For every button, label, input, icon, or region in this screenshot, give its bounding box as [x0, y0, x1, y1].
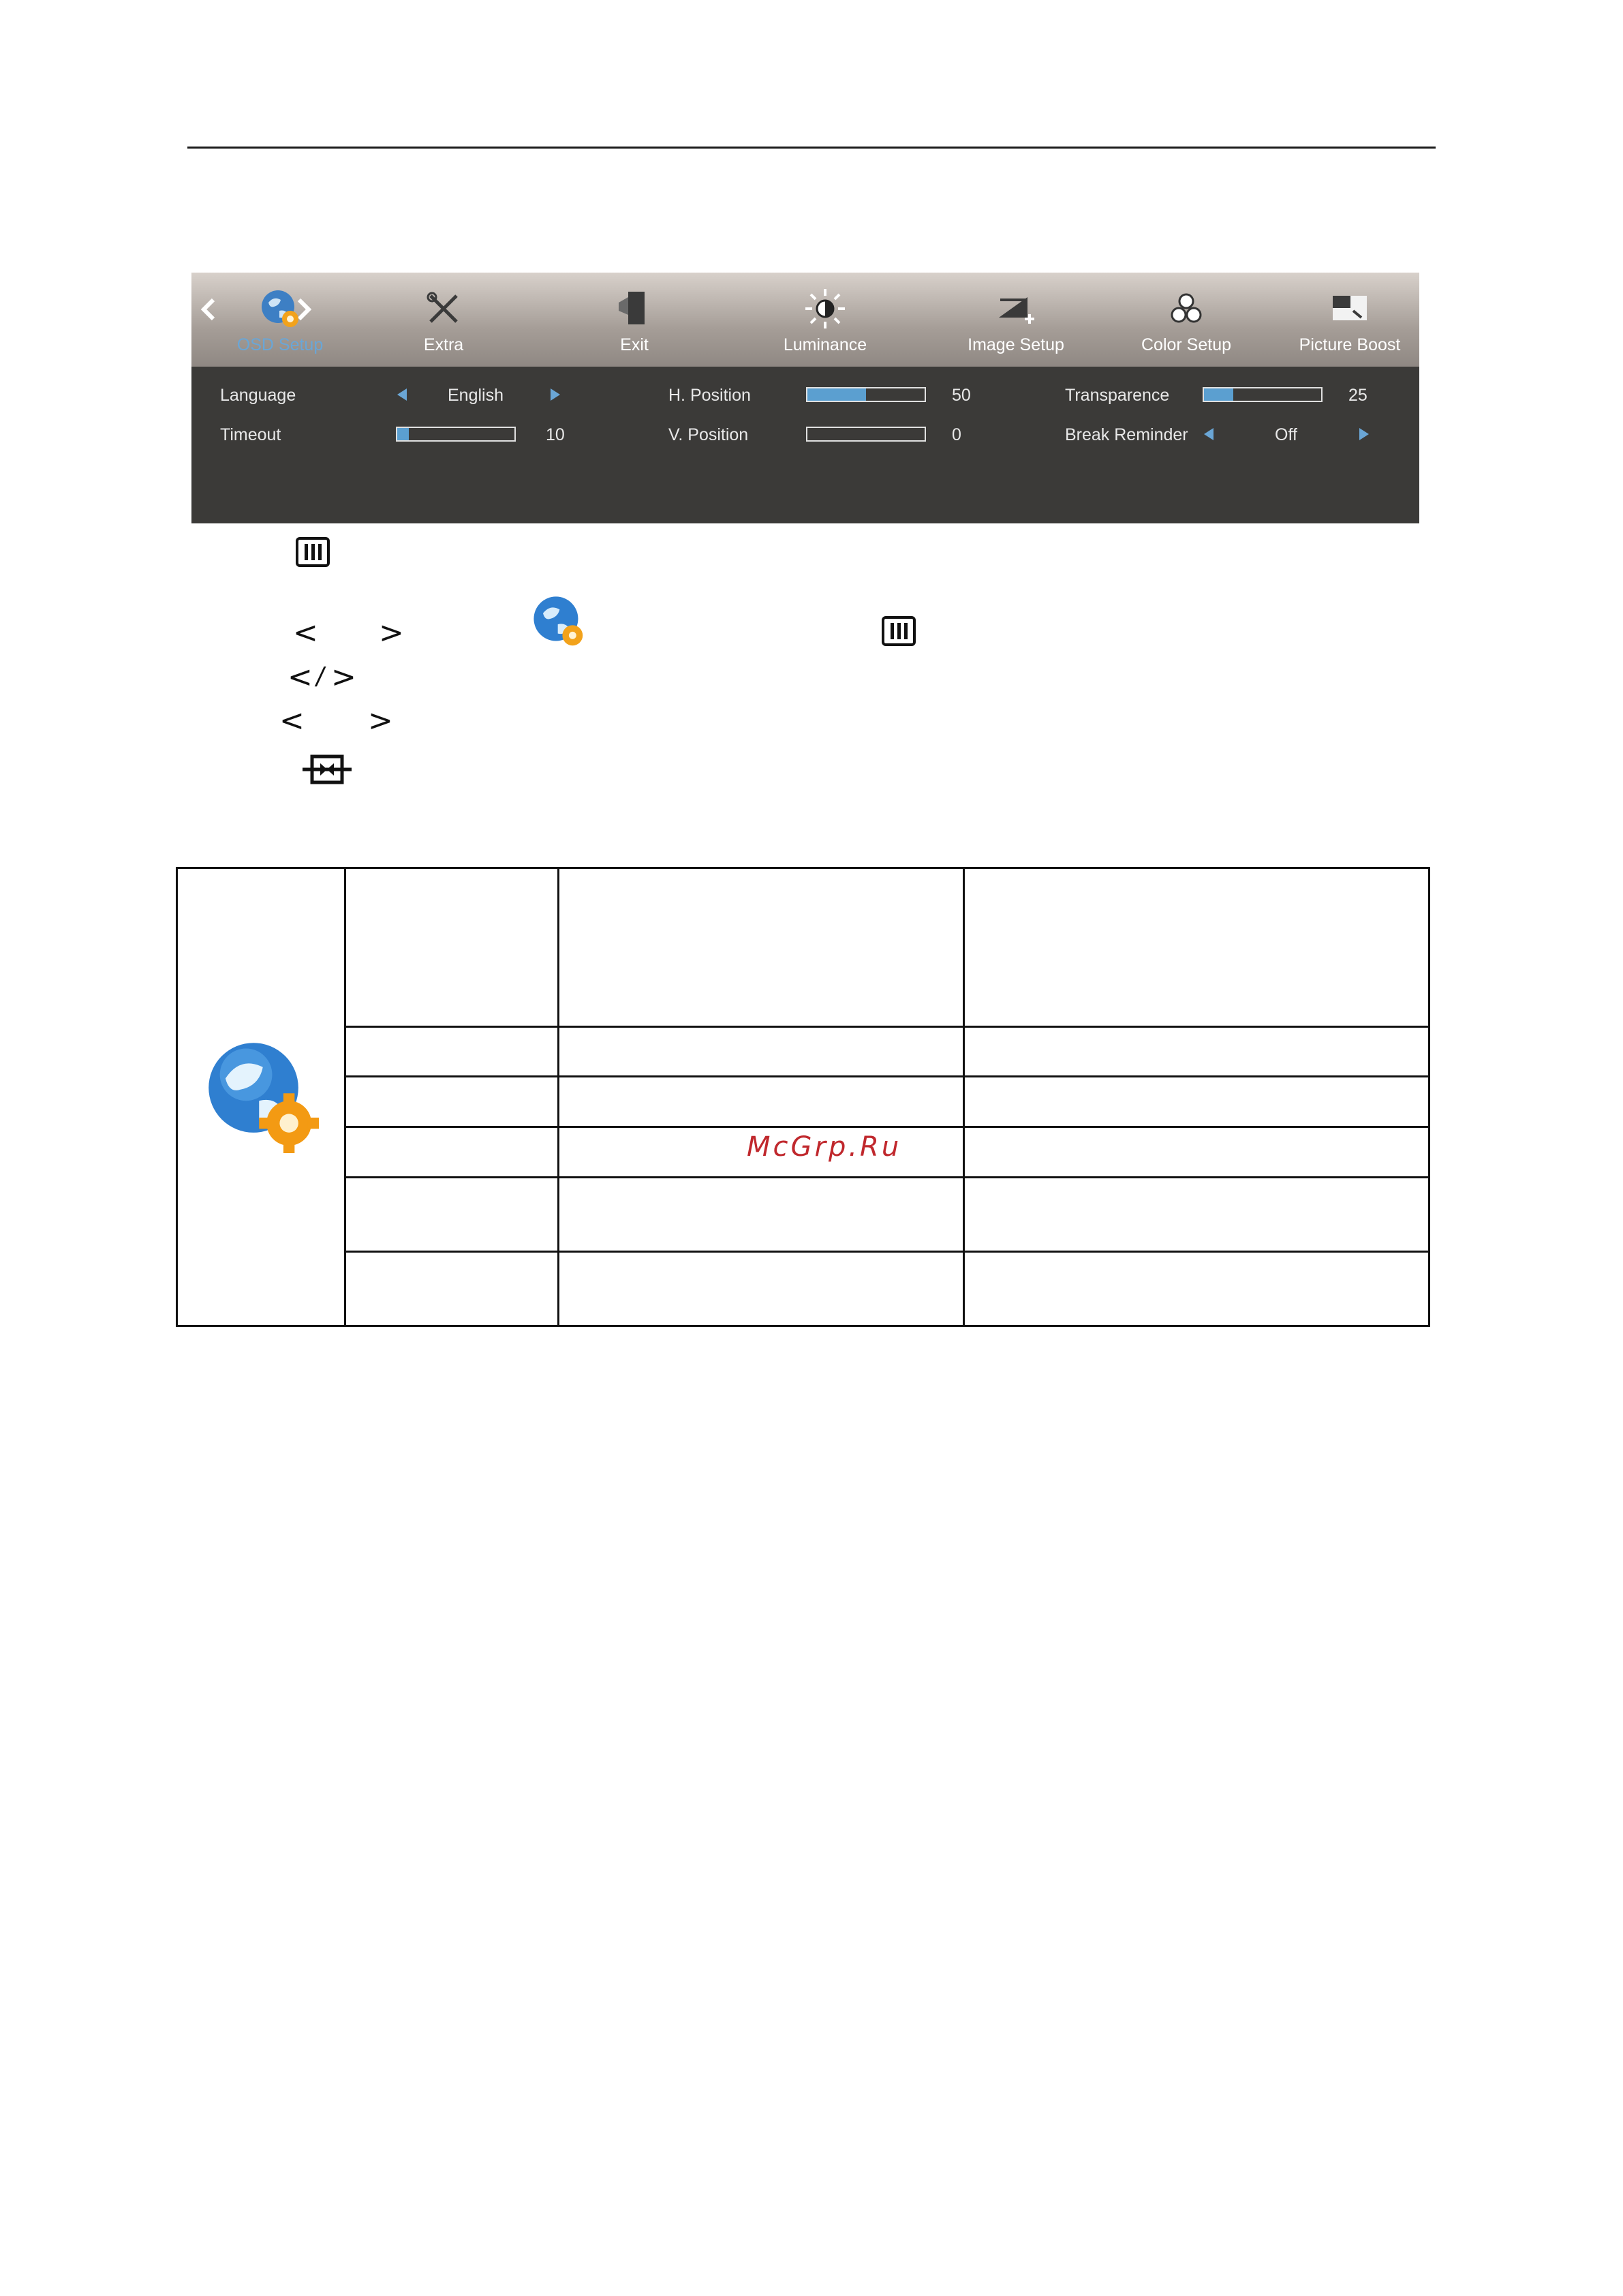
osd-setup-icon [530, 593, 587, 650]
slash-separator: / [316, 662, 324, 692]
table-cell [964, 1252, 1429, 1326]
tab-label: Color Setup [1141, 335, 1232, 354]
table-row [177, 868, 1429, 1027]
slider-fill [1204, 388, 1233, 401]
right-arrow-icon: > [368, 703, 393, 738]
table-cell [559, 1178, 964, 1252]
break-reminder-value: Off [1275, 425, 1297, 444]
tab-picture-boost[interactable] [1282, 273, 1418, 367]
slider-fill [807, 388, 866, 401]
tab-label: Extra [423, 335, 464, 354]
tab-label: Luminance [783, 335, 867, 354]
h-position-value: 50 [952, 386, 971, 405]
right-arrow-icon: > [379, 615, 404, 650]
timeout-label: Timeout [220, 425, 281, 444]
break-reminder-left-arrow-icon[interactable] [1204, 428, 1214, 440]
right-arrow-icon: > [331, 660, 356, 694]
header-rule [187, 147, 1436, 149]
table-cell [345, 1178, 559, 1252]
image-setup-icon [995, 288, 1037, 330]
color-setup-icon [1165, 288, 1207, 330]
timeout-slider[interactable] [396, 427, 516, 442]
break-reminder-label: Break Reminder [1065, 425, 1188, 444]
table-cell [559, 1027, 964, 1077]
transparence-value: 25 [1348, 386, 1367, 405]
language-label: Language [220, 386, 296, 405]
table-row [177, 1252, 1429, 1326]
tab-color-setup[interactable] [1118, 273, 1254, 367]
table-cell [964, 1077, 1429, 1127]
menu-button-icon [882, 616, 916, 646]
table-cell [964, 868, 1429, 1027]
table-cell [964, 1178, 1429, 1252]
transparence-label: Transparence [1065, 386, 1170, 405]
table-cell [964, 1127, 1429, 1178]
tab-label: Image Setup [968, 335, 1064, 354]
luminance-icon [804, 288, 846, 330]
watermark-text: McGrp.Ru [747, 1131, 902, 1163]
h-position-slider[interactable] [806, 387, 926, 402]
table-row [177, 1077, 1429, 1127]
tab-osd-setup[interactable] [232, 273, 328, 367]
tab-extra[interactable] [389, 273, 498, 367]
extra-tools-icon [422, 288, 465, 330]
table-cell [345, 1027, 559, 1077]
left-arrow-icon: < [293, 615, 318, 650]
table-row [177, 1178, 1429, 1252]
osd-tab-bar [191, 273, 1419, 367]
v-position-value: 0 [952, 425, 961, 444]
tab-exit[interactable] [580, 273, 689, 367]
table-cell [964, 1027, 1429, 1077]
source-auto-exit-icon [303, 754, 352, 785]
tab-luminance[interactable] [757, 273, 893, 367]
h-position-label: H. Position [668, 386, 751, 405]
tab-label: OSD Setup [236, 335, 324, 354]
timeout-value: 10 [546, 425, 565, 444]
menu-button-icon [296, 537, 330, 567]
v-position-slider[interactable] [806, 427, 926, 442]
slider-fill [397, 428, 409, 440]
left-arrow-icon: < [279, 703, 305, 738]
tab-label: Exit [620, 335, 649, 354]
tab-label: Picture Boost [1299, 335, 1401, 354]
osd-setup-icon [259, 288, 301, 330]
language-value: English [448, 386, 504, 405]
tab-image-setup[interactable] [948, 273, 1084, 367]
table-icon-cell [177, 868, 345, 1326]
table-cell [345, 1252, 559, 1326]
osd-setup-table [176, 867, 1430, 1327]
table-row [177, 1027, 1429, 1077]
table-cell [559, 1077, 964, 1127]
break-reminder-right-arrow-icon[interactable] [1359, 428, 1369, 440]
picture-boost-icon [1329, 288, 1371, 330]
table-cell [559, 1252, 964, 1326]
left-arrow-icon: < [288, 660, 313, 694]
chevron-left-icon[interactable] [198, 296, 219, 323]
table-cell [345, 868, 559, 1027]
transparence-slider[interactable] [1203, 387, 1323, 402]
table-cell [559, 868, 964, 1027]
exit-icon [613, 288, 655, 330]
osd-menu-panel [191, 273, 1419, 523]
language-left-arrow-icon[interactable] [397, 388, 407, 401]
language-right-arrow-icon[interactable] [551, 388, 560, 401]
v-position-label: V. Position [668, 425, 749, 444]
osd-setup-icon [203, 1037, 319, 1153]
table-cell [345, 1127, 559, 1178]
table-cell [345, 1077, 559, 1127]
